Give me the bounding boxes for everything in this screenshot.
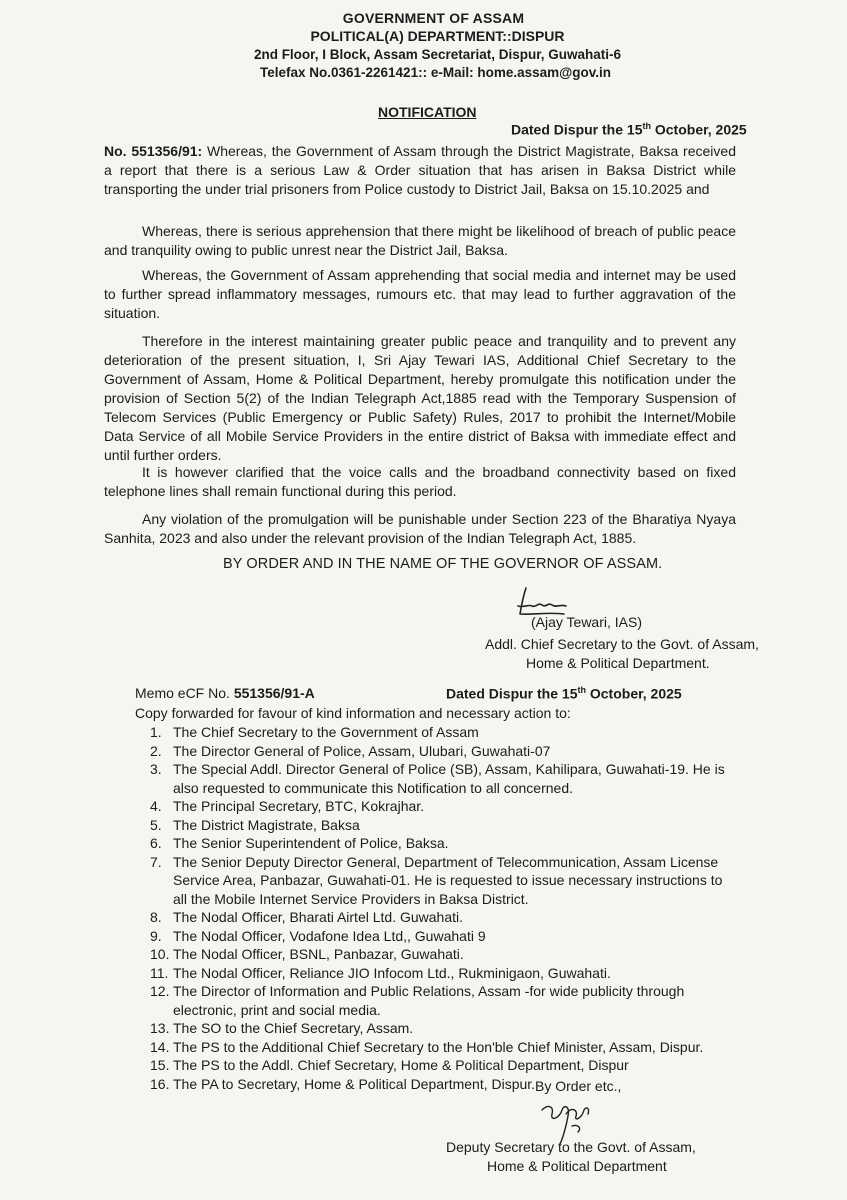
recipient-text: The Senior Deputy Director General, Department of Telecommunication, Assam License Service Area, Panbazar, Guwahati-01. He is requested to issue necessary instructions to all the Mobile Internet Service Providers in Baksa District.: [173, 853, 723, 907]
recipient-text: The District Magistrate, Baksa: [173, 816, 360, 833]
recipient-item: [150, 760, 730, 797]
signatory-designation: Addl. Chief Secretary to the Govt. of Assam,: [485, 636, 759, 652]
recipients-list: [150, 723, 730, 1093]
recipient-number: 10.: [150, 946, 170, 962]
recipient-text: The Senior Superintendent of Police, Baksa.: [173, 835, 449, 851]
notification-paragraph-4: Therefore in the interest maintaining greater public peace and tranquility and to prevent any deterioration of the present situation, I, Sri Ajay Tewari IAS, Additional Chief Secretary to the Government of Assam, Home & Political Department, hereby promulgate this notification under the provision of Section 5(2) of the Indian Telegraph Act,1885 read with the Temporary Suspension of Telecom Services (Public Emergency or Public Safety) Rules, 2017 to prohibit the Internet/Mobile Data Service of all Mobile Service Providers in the entire district of Baksa with immediate effect and until further orders.: [104, 333, 736, 463]
recipient-number: 4.: [150, 798, 162, 814]
recipient-text: The Special Addl. Director General of Police (SB), Assam, Kahilipara, Guwahati-19. He is also requested to communicate this Notification to all concerned.: [173, 761, 725, 796]
recipient-item: [150, 816, 730, 835]
copy-forwarded-intro: Copy forwarded for favour of kind information and necessary action to:: [135, 705, 571, 721]
recipient-item: [150, 834, 730, 853]
recipient-text: The PA to Secretary, Home & Political Department, Dispur.: [173, 1075, 536, 1092]
paragraph-1-text: Whereas, the Government of Assam through the District Magistrate, Baksa received a report that there is a serious Law & Order situation that has arisen in Baksa District while transporting the under trial prisoners from Police custody to District Jail, Baksa on 15.10.2025 and: [104, 143, 736, 197]
notification-title: NOTIFICATION: [378, 104, 477, 120]
memo-number-value: 551356/91-A: [233, 685, 315, 701]
recipient-number: 8.: [150, 909, 162, 925]
recipient-number: 9.: [150, 927, 162, 944]
recipient-number: 3.: [150, 761, 162, 777]
recipient-item: [150, 982, 730, 1019]
signatory-name: (Ajay Tewari, IAS): [531, 614, 642, 630]
recipient-text: The PS to the Additional Chief Secretary to the Hon'ble Chief Minister, Assam, Dispur.: [173, 1038, 704, 1055]
signatory-department: Home & Political Department.: [526, 655, 710, 671]
header-address: 2nd Floor, I Block, Assam Secretariat, Dispur, Guwahati-6: [253, 47, 622, 62]
recipient-item: [150, 1075, 730, 1094]
recipient-item: [150, 945, 730, 964]
recipient-item: [150, 1019, 730, 1038]
recipient-item: [150, 964, 730, 983]
recipient-number: 2.: [150, 742, 162, 759]
recipient-number: 7.: [150, 853, 162, 870]
memo-signatory-designation: Deputy Secretary to the Govt. of Assam,: [446, 1139, 696, 1155]
recipient-text: The Director General of Police, Assam, Ulubari, Guwahati-07: [173, 742, 551, 759]
recipient-text: The Chief Secretary to the Government of Assam: [173, 724, 479, 740]
recipient-text: The Principal Secretary, BTC, Kokrajhar.: [173, 798, 425, 814]
recipient-item: [150, 1038, 730, 1057]
recipient-number: 11.: [150, 964, 169, 981]
notification-paragraph-6: Any violation of the promulgation will be punishable under Section 223 of the Bharatiya Nyaya Sanhita, 2023 and also under the relevant provision of the Indian Telegraph Act, 1885.: [104, 511, 736, 546]
recipient-number: 13.: [150, 1020, 170, 1036]
recipient-text: The Nodal Officer, Reliance JIO Infocom Ltd., Rukminigaon, Guwahati.: [173, 964, 611, 981]
notification-paragraph-2: Whereas, there is serious apprehension that there might be likelihood of breach of public peace and tranquility owing to public unrest near the District Jail, Baksa.: [104, 223, 736, 258]
header-government: GOVERNMENT OF ASSAM: [342, 10, 525, 26]
recipient-number: 15.: [150, 1057, 170, 1073]
date-sup: th: [642, 121, 651, 131]
recipient-number: 5.: [150, 816, 162, 833]
memo-by-order: By Order etc.,: [535, 1078, 622, 1094]
notification-paragraph-1: [104, 142, 736, 199]
recipient-text: The SO to the Chief Secretary, Assam.: [173, 1020, 414, 1036]
recipient-number: 12.: [150, 983, 170, 999]
recipient-item: [150, 927, 730, 946]
memo-date-suffix: October, 2025: [585, 685, 682, 702]
recipient-number: 14.: [150, 1038, 170, 1055]
recipient-item: [150, 742, 730, 761]
memo-date: [446, 685, 682, 702]
recipient-text: The Nodal Officer, Vodafone Idea Ltd,, Guwahati 9: [173, 927, 486, 944]
recipient-item: [150, 797, 730, 816]
notification-paragraph-5: It is however clarified that the voice calls and the broadband connectivity based on fixed telephone lines shall remain functional during this period.: [104, 464, 736, 499]
notification-number: No. 551356/91:: [104, 143, 203, 159]
memo-number: [135, 685, 315, 701]
recipient-text: The PS to the Addl. Chief Secretary, Home & Political Department, Dispur: [173, 1057, 629, 1073]
header-contact: Telefax No.0361-2261421:: e-Mail: home.assam@gov.in: [259, 65, 612, 80]
by-order-governor: BY ORDER AND IN THE NAME OF THE GOVERNOR OF ASSAM.: [223, 556, 663, 572]
notification-date: [511, 121, 747, 138]
date-prefix: Dated Dispur the 15: [511, 121, 643, 138]
recipient-number: 16.: [150, 1075, 170, 1092]
notification-paragraph-3: Whereas, the Government of Assam apprehending that social media and internet may be used to further spread inflammatory messages, rumours etc. that may lead to further aggravation of the situation.: [104, 267, 736, 321]
memo-prefix: Memo eCF No.: [135, 685, 234, 701]
recipient-item: [150, 1056, 730, 1075]
memo-signatory-department: Home & Political Department: [487, 1158, 667, 1174]
recipient-number: 6.: [150, 835, 162, 851]
memo-date-prefix: Dated Dispur the 15: [446, 685, 578, 702]
memo-date-sup: th: [577, 685, 586, 695]
recipient-text: The Nodal Officer, Bharati Airtel Ltd. Guwahati.: [173, 909, 464, 925]
recipient-text: The Nodal Officer, BSNL, Panbazar, Guwahati.: [173, 946, 464, 962]
recipient-text: The Director of Information and Public Relations, Assam -for wide publicity through electronic, print and social media.: [173, 983, 685, 1018]
header-department: POLITICAL(A) DEPARTMENT::DISPUR: [310, 28, 565, 44]
recipient-number: 1.: [150, 724, 162, 740]
recipient-item: [150, 908, 730, 927]
recipient-item: [150, 853, 730, 909]
recipient-item: [150, 723, 730, 742]
date-suffix: October, 2025: [650, 121, 747, 138]
